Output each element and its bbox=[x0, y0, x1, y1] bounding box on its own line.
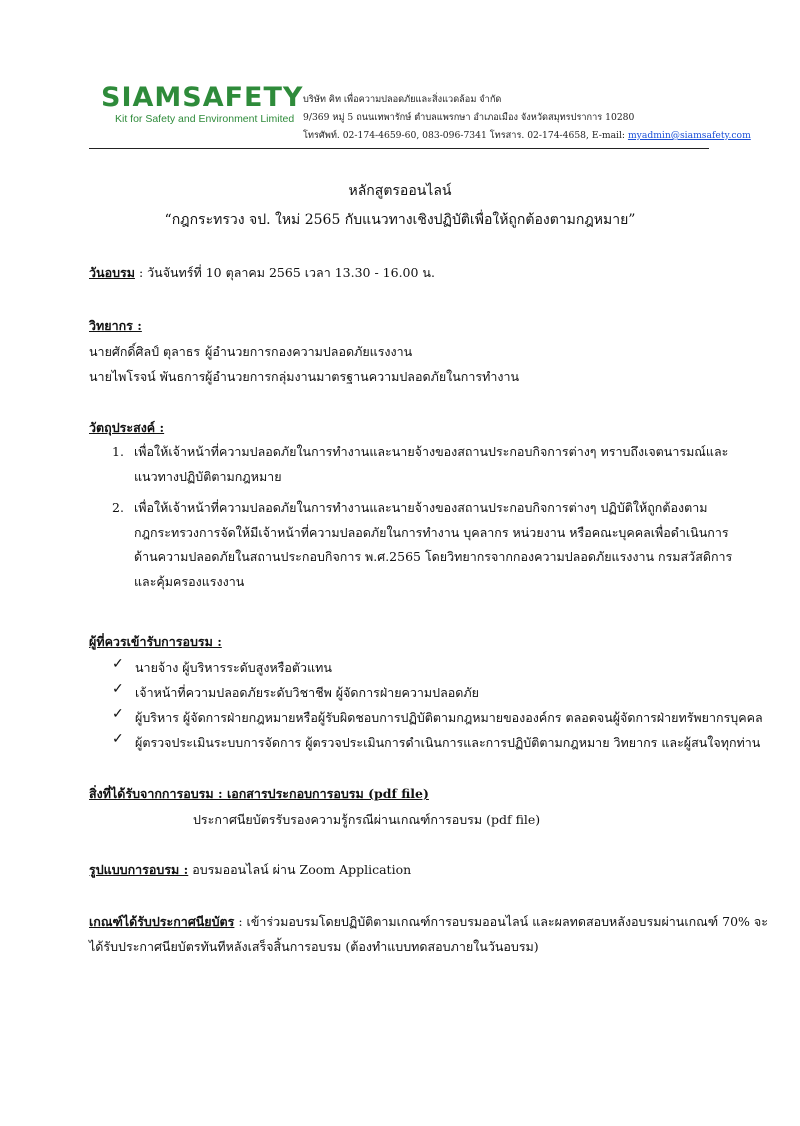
certificate-label: เกณฑ์ได้รับประกาศนียบัตร bbox=[89, 914, 235, 929]
objective-line: และคุ้มครองแรงงาน bbox=[134, 573, 245, 589]
audience-item: ผู้บริหาร ผู้จัดการฝ่ายกฎหมายหรือผู้รับผิดชอบการปฏิบัติตามกฎหมายขององค์กร ตลอดจนผู้จัดการฝ่ายทรัพยากรบุคคล bbox=[135, 710, 763, 725]
checkmark-icon: ✓ bbox=[112, 706, 124, 722]
checkmark-icon: ✓ bbox=[112, 731, 124, 747]
objective-line: กฎกระทรวงการจัดให้มีเจ้าหน้าที่ความปลอดภัยในการทำงาน บุคลากร หน่วยงาน หรือคณะบุคคลเพื่อดำเนินการ bbox=[134, 524, 729, 540]
company-address: 9/369 หมู่ 5 ถนนเทพารักษ์ ตำบลแพรกษา อำเภอเมือง จังหวัดสมุทรปราการ 10280 bbox=[303, 112, 635, 123]
audience-item: เจ้าหน้าที่ความปลอดภัยระดับวิชาชีพ ผู้จัดการฝ่ายความปลอดภัย bbox=[135, 685, 479, 700]
speakers-heading: วิทยากร : bbox=[89, 318, 142, 333]
format-line bbox=[89, 860, 411, 880]
certificate-line-2: ได้รับประกาศนียบัตรทันทีหลังเสร็จสิ้นการอบรม (ต้องทำแบบทดสอบภายในวันอบรม) bbox=[89, 939, 539, 954]
speaker-position: ผู้อำนวยการกลุ่มงานมาตรฐานความปลอดภัยในการทำงาน bbox=[205, 369, 520, 384]
checkmark-icon: ✓ bbox=[112, 656, 124, 672]
logo-tagline: Kit for Safety and Environment Limited bbox=[115, 113, 295, 125]
format-value: อบรมออนไลน์ ผ่าน Zoom Application bbox=[188, 862, 412, 877]
email-link[interactable]: myadmin@siamsafety.com bbox=[627, 130, 751, 141]
company-name: บริษัท คิท เพื่อความปลอดภัยและสิ่งแวดล้อม จำกัด bbox=[303, 94, 502, 105]
objective-line: ด้านความปลอดภัยในสถานประกอบกิจการ พ.ศ.2565 โดยวิทยากรจากกองความปลอดภัยแรงงาน กรมสวัสดิการ bbox=[134, 549, 733, 564]
deliverables-heading: สิ่งที่ได้รับจากการอบรม : เอกสารประกอบการอบรม (pdf file) bbox=[89, 786, 429, 801]
logo-wordmark: SIAMSAFETY bbox=[101, 82, 304, 113]
objective-number: 2. bbox=[112, 500, 124, 515]
audience-heading: ผู้ที่ควรเข้ารับการอบรม : bbox=[89, 634, 222, 649]
certificate-line bbox=[89, 912, 768, 932]
objective-item bbox=[134, 440, 744, 489]
objective-line: แนวทางปฏิบัติตามกฎหมาย bbox=[134, 468, 282, 484]
objective-line: เพื่อให้เจ้าหน้าที่ความปลอดภัยในการทำงานและนายจ้างของสถานประกอบกิจการต่างๆ ปฏิบัติให้ถูกต้องตาม bbox=[134, 500, 708, 515]
company-logo bbox=[101, 82, 304, 125]
objectives-heading: วัตถุประสงค์ : bbox=[89, 420, 165, 435]
certificate-value: : เข้าร่วมอบรมโดยปฏิบัติตามเกณฑ์การอบรมออนไลน์ และผลทดสอบหลังอบรมผ่านเกณฑ์ 70% จะ bbox=[234, 914, 768, 929]
speaker-name: นายศักดิ์ศิลป์ ตุลาธร bbox=[89, 344, 201, 359]
course-title: “กฎกระทรวง จป. ใหม่ 2565 กับแนวทางเชิงปฏิบัติเพื่อให้ถูกต้องตามกฎหมาย” bbox=[164, 212, 636, 228]
objective-number: 1. bbox=[112, 444, 124, 459]
header-divider bbox=[89, 148, 709, 149]
objective-line: เพื่อให้เจ้าหน้าที่ความปลอดภัยในการทำงานและนายจ้างของสถานประกอบกิจการต่างๆ ทราบถึงเจตนารมณ์และ bbox=[134, 444, 729, 459]
schedule-label: วันอบรม bbox=[89, 265, 135, 280]
schedule-line bbox=[89, 263, 435, 283]
audience-item: นายจ้าง ผู้บริหารระดับสูงหรือตัวแทน bbox=[135, 660, 332, 675]
company-info bbox=[303, 91, 751, 145]
course-type-title: หลักสูตรออนไลน์ bbox=[348, 183, 452, 199]
company-contact bbox=[303, 127, 751, 145]
schedule-value: : วันจันทร์ที่ 10 ตุลาคม 2565 เวลา 13.30 - 16.00 น. bbox=[134, 265, 435, 280]
audience-item: ผู้ตรวจประเมินระบบการจัดการ ผู้ตรวจประเมินการดำเนินการและการปฏิบัติตามกฎหมาย วิทยากร และผู้สนใจทุกท่าน bbox=[135, 735, 761, 750]
speaker-name: นายไพโรจน์ พันธการ bbox=[89, 369, 206, 384]
format-label: รูปแบบการอบรม : bbox=[89, 862, 189, 877]
deliverable-item: ประกาศนียบัตรรับรองความรู้กรณีผ่านเกณฑ์การอบรม (pdf file) bbox=[193, 812, 541, 827]
speaker-position: ผู้อำนวยการกองความปลอดภัยแรงงาน bbox=[205, 344, 413, 359]
objective-item bbox=[134, 496, 744, 594]
contact-numbers: โทรศัพท์. 02-174-4659-60, 083-096-7341 โทรสาร. 02-174-4658, E-mail: bbox=[303, 130, 628, 141]
checkmark-icon: ✓ bbox=[112, 681, 124, 697]
